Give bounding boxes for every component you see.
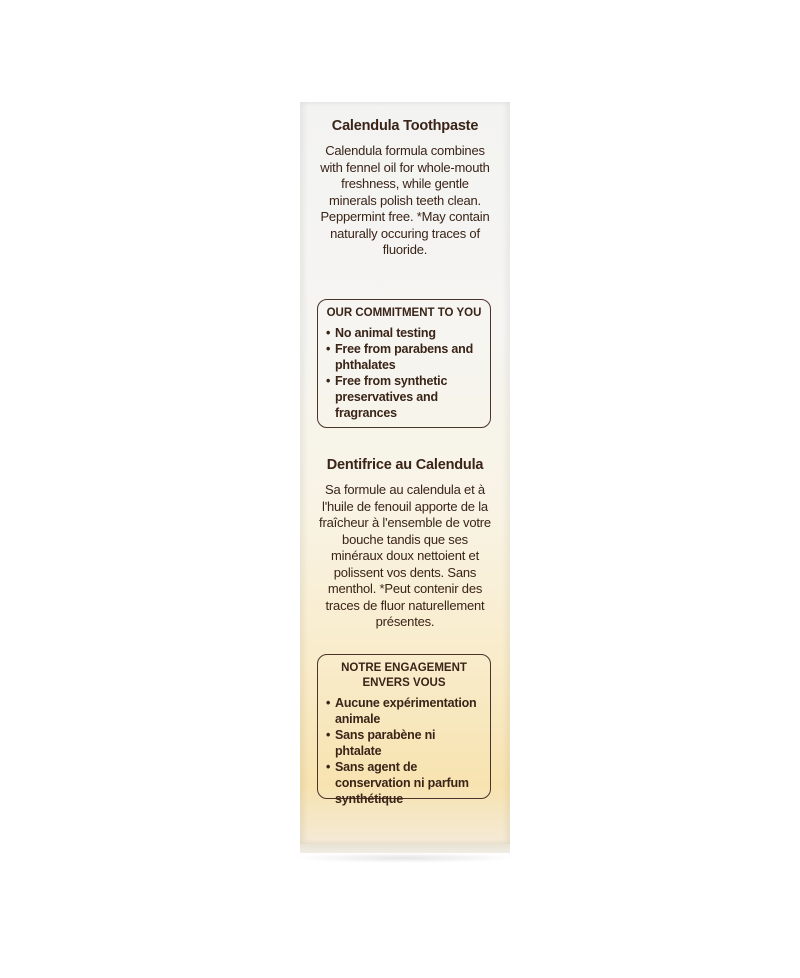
list-item-text: Free from parabens and phthalates — [335, 342, 474, 372]
english-title: Calendula Toothpaste — [331, 118, 479, 134]
bullet-icon: • — [326, 342, 331, 356]
list-item — [326, 695, 482, 727]
french-commitment-list — [326, 695, 482, 807]
list-item-text: Free from synthetic preservatives and fragrances — [335, 374, 448, 420]
box-shadow — [292, 853, 518, 863]
french-commitment-heading: NOTRE ENGAGEMENT ENVERS VOUS — [341, 662, 467, 689]
list-item — [326, 727, 482, 759]
bullet-icon: • — [326, 326, 331, 340]
list-item — [326, 759, 482, 807]
french-title: Dentifrice au Calendula — [326, 457, 484, 473]
bullet-icon: • — [326, 760, 331, 774]
bullet-icon: • — [326, 696, 331, 710]
bullet-icon: • — [326, 374, 331, 388]
english-commitment-panel — [317, 299, 491, 428]
english-commitment-list — [326, 325, 482, 421]
list-item-text: Aucune expérimentation animale — [335, 696, 477, 726]
english-description: Calendula formula combines with fennel oil for whole-mouth freshness, while gentle minerals polish teeth clean. Peppermint free. *May contain naturally occuring traces of fluoride. — [320, 143, 490, 257]
list-item-text: No animal testing — [335, 326, 436, 340]
english-commitment-heading: OUR COMMITMENT TO YOU — [326, 307, 482, 319]
bullet-icon: • — [326, 728, 331, 742]
box-bottom-edge — [300, 844, 510, 853]
list-item — [326, 341, 482, 373]
list-item-text: Sans agent de conservation ni parfum synthétique — [335, 760, 469, 806]
list-item — [326, 325, 482, 341]
french-description: Sa formule au calendula et à l'huile de fenouil apporte de la fraîcheur à l'ensemble de votre bouche tandis que ses minéraux doux nettoient et polissent vos dents. Sans menthol. *Peut contenir des traces de fluor naturellement présentes. — [319, 482, 491, 629]
list-item-text: Sans parabène ni phtalate — [335, 728, 436, 758]
french-commitment-panel — [317, 654, 491, 806]
list-item — [326, 373, 482, 421]
